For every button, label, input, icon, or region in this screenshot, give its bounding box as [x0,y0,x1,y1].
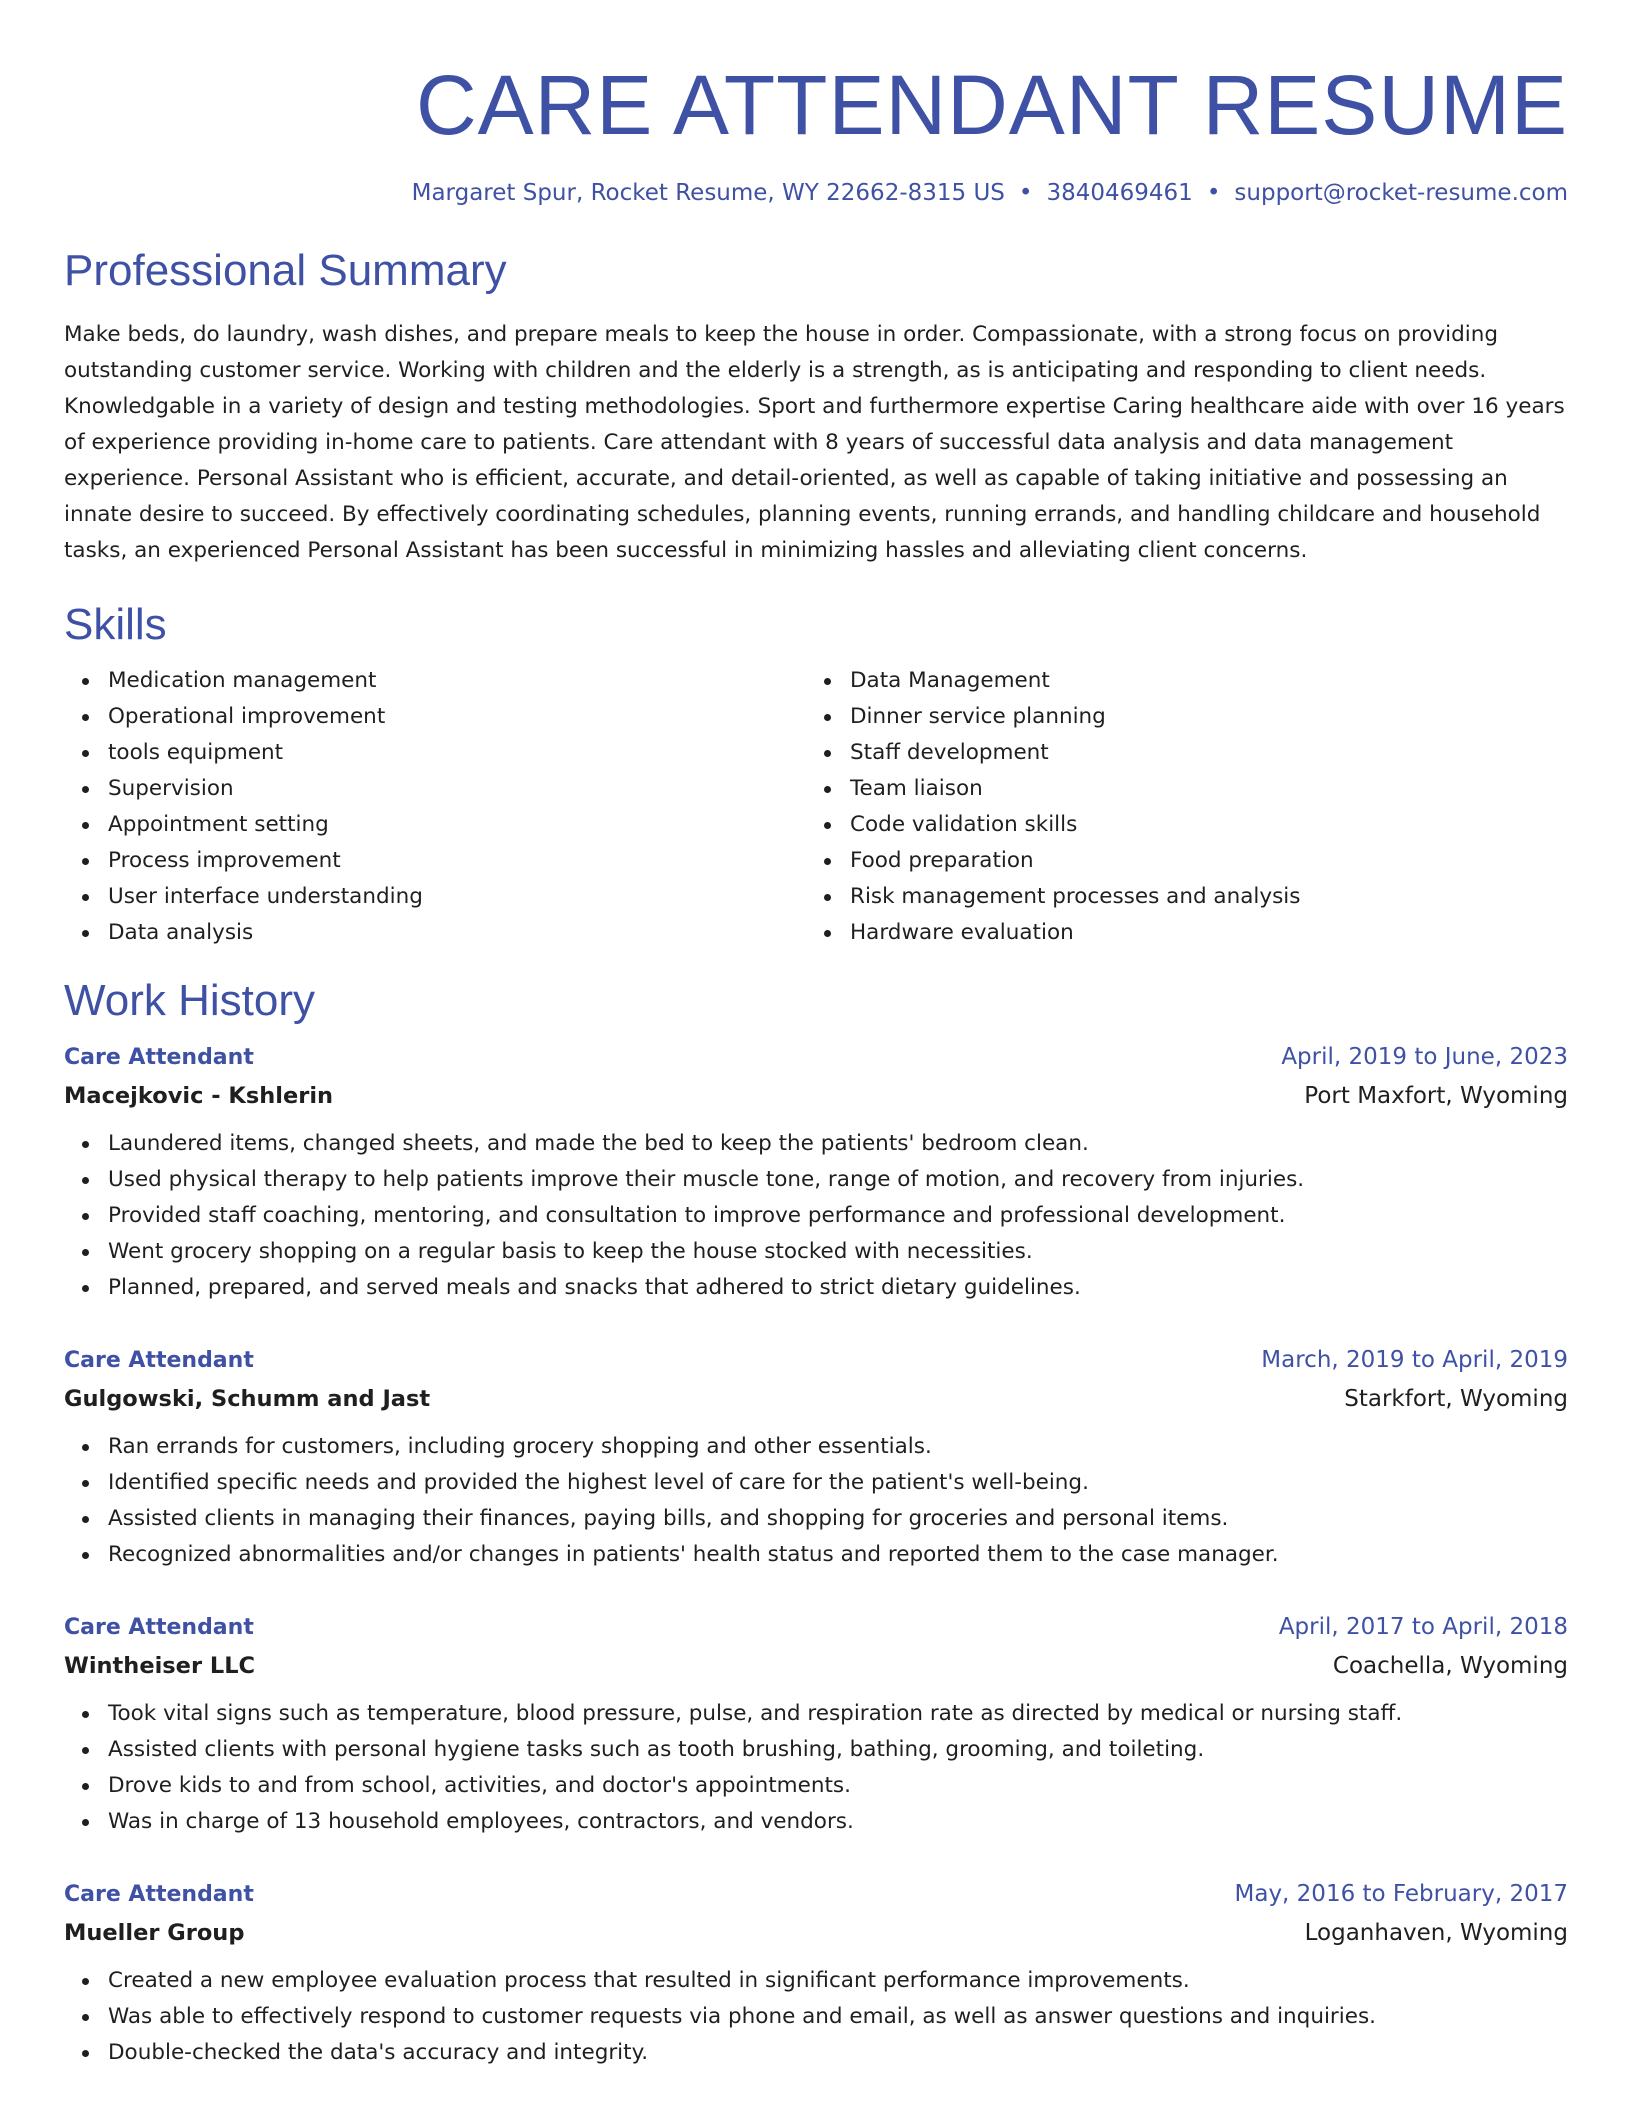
job-dates: May, 2016 to February, 2017 [1234,1881,1568,1907]
resume-page [64,0,1568,2071]
job-duty: Assisted clients in managing their finances, paying bills, and shopping for groceries and personal items. [108,1501,1568,1537]
job-duties [64,1126,1568,1306]
job-duty: Was in charge of 13 household employees, contractors, and vendors. [108,1804,1568,1840]
skill-item: Medication management [108,663,806,699]
summary-heading: Professional Summary [64,246,507,295]
skill-item: Code validation skills [850,807,1548,843]
contact-line [64,177,1568,209]
resume-title: CARE ATTENDANT RESUME [415,58,1568,152]
job-dates: March, 2019 to April, 2019 [1261,1347,1568,1373]
job-location: Port Maxfort, Wyoming [1304,1083,1568,1109]
skill-item: Supervision [108,771,806,807]
skill-item: Appointment setting [108,807,806,843]
job-company: Mueller Group [64,1920,245,1946]
job-duty: Double-checked the data's accuracy and integrity. [108,2035,1568,2071]
contact-address: Margaret Spur, Rocket Resume, WY 22662-8315 US [411,180,1005,206]
summary-text: Make beds, do laundry, wash dishes, and prepare meals to keep the house in order. Compassionate, with a strong focus on providing outstanding customer service. Working with children and the elderly is a strength, as is anticipating and responding to client needs. Knowledgable in a variety of design and testing methodologies. Sport and furthermore expertise Caring healthcare aide with over 16 years of experience providing in-home care to patients. Care attendant with 8 years of successful data analysis and data management experience. Personal Assistant who is efficient, accurate, and detail-oriented, as well as capable of taking initiative and possessing an innate desire to succeed. By effectively coordinating schedules, planning events, running errands, and handling childcare and household tasks, an experienced Personal Assistant has been successful in minimizing hassles and alleviating client concerns. [64,322,1565,563]
job-title: Care Attendant [64,1045,254,1070]
job-location: Starkfort, Wyoming [1344,1386,1568,1412]
job-entry [64,1342,1568,1573]
skill-item: User interface understanding [108,879,806,915]
job-company: Macejkovic - Kshlerin [64,1083,334,1109]
skill-item: Process improvement [108,843,806,879]
job-duty: Identified specific needs and provided the highest level of care for the patient's well-being. [108,1465,1568,1501]
job-duty: Took vital signs such as temperature, blood pressure, pulse, and respiration rate as directed by medical or nursing staff. [108,1696,1568,1732]
job-duty: Was able to effectively respond to customer requests via phone and email, as well as answer questions and inquiries. [108,1999,1568,2035]
contact-email: support@rocket-resume.com [1234,180,1568,206]
job-company: Wintheiser LLC [64,1653,256,1679]
job-title: Care Attendant [64,1348,254,1373]
job-company: Gulgowski, Schumm and Jast [64,1386,431,1412]
job-title: Care Attendant [64,1615,254,1640]
skill-item: Dinner service planning [850,699,1548,735]
skill-item: Operational improvement [108,699,806,735]
skill-item: Risk management processes and analysis [850,879,1548,915]
contact-separator: • [1018,180,1033,206]
skill-item: tools equipment [108,735,806,771]
skill-item: Staff development [850,735,1548,771]
job-dates: April, 2017 to April, 2018 [1278,1614,1568,1640]
skill-item: Team liaison [850,771,1548,807]
job-title: Care Attendant [64,1882,254,1907]
work-history-heading: Work History [64,976,315,1025]
contact-separator: • [1206,180,1221,206]
job-duty: Drove kids to and from school, activities, and doctor's appointments. [108,1768,1568,1804]
contact-phone: 3840469461 [1046,180,1193,206]
skills-list [64,663,1568,951]
job-duty: Assisted clients with personal hygiene tasks such as tooth brushing, bathing, grooming, and toileting. [108,1732,1568,1768]
skill-item: Data analysis [108,915,806,951]
skills-column-left [64,663,806,951]
job-duty: Ran errands for customers, including grocery shopping and other essentials. [108,1429,1568,1465]
skills-column-right [806,663,1548,951]
job-duties [64,1696,1568,1840]
job-duty: Laundered items, changed sheets, and made the bed to keep the patients' bedroom clean. [108,1126,1568,1162]
job-duty: Recognized abnormalities and/or changes in patients' health status and reported them to the case manager. [108,1537,1568,1573]
job-duties [64,1429,1568,1573]
skill-item: Hardware evaluation [850,915,1548,951]
job-location: Loganhaven, Wyoming [1304,1920,1568,1946]
job-duty: Went grocery shopping on a regular basis to keep the house stocked with necessities. [108,1234,1568,1270]
job-location: Coachella, Wyoming [1332,1653,1568,1679]
job-duty: Used physical therapy to help patients improve their muscle tone, range of motion, and recovery from injuries. [108,1162,1568,1198]
skill-item: Data Management [850,663,1548,699]
job-duty: Created a new employee evaluation process that resulted in significant performance improvements. [108,1963,1568,1999]
job-entry [64,1039,1568,1306]
job-duty: Provided staff coaching, mentoring, and consultation to improve performance and professional development. [108,1198,1568,1234]
job-duty: Planned, prepared, and served meals and snacks that adhered to strict dietary guidelines. [108,1270,1568,1306]
job-entry [64,1609,1568,1840]
job-dates: April, 2019 to June, 2023 [1281,1044,1568,1070]
job-entry [64,1876,1568,2071]
job-duties [64,1963,1568,2071]
skills-heading: Skills [64,600,167,649]
skill-item: Food preparation [850,843,1548,879]
